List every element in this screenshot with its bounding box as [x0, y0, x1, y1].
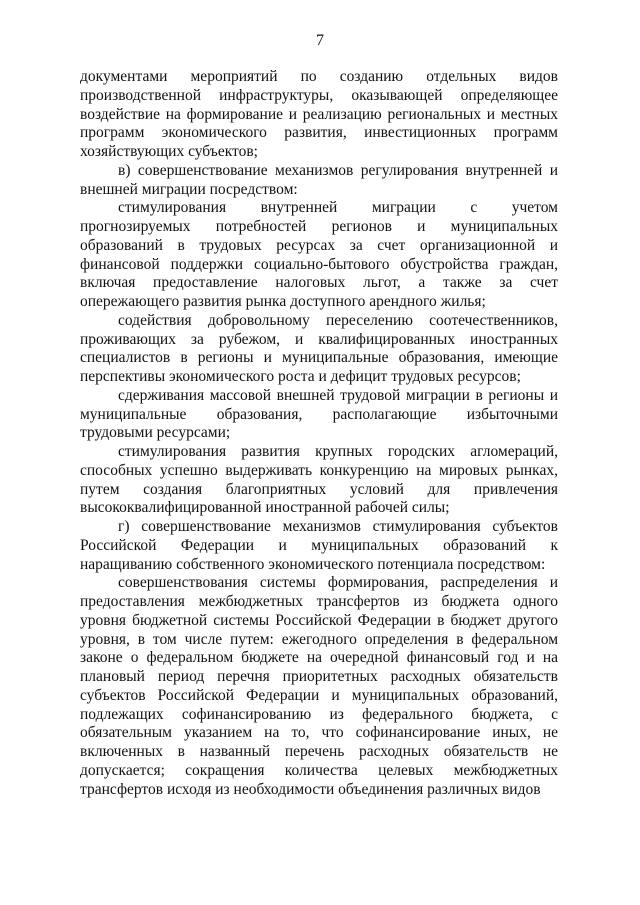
- text-line: документами мероприятий по созданию отдельных видов: [80, 68, 558, 85]
- text-line: предоставления межбюджетных трансфертов из бюджета одного: [80, 593, 558, 610]
- text-line: субъектов Российской Федерации и муниципальных образований,: [80, 686, 558, 704]
- text-line: прогнозируемых потребностей регионов и муниципальных: [80, 218, 558, 235]
- text-line: совершенствования системы формирования, распределения и: [118, 574, 558, 592]
- text-line: г) совершенствование механизмов стимулирования субъектов: [118, 518, 558, 535]
- paragraph: [80, 518, 558, 574]
- text-line: плановый период перечня приоритетных расходных обязательств: [80, 668, 558, 685]
- paragraph: [80, 199, 558, 312]
- text-line: воздействие на формирование и реализацию региональных и местных: [80, 105, 558, 123]
- text-line: трансфертов исходя из необходимости объединения различных видов: [80, 780, 541, 798]
- paragraph: [80, 162, 558, 200]
- text-line: содействия добровольному переселению соотечественников,: [118, 311, 558, 329]
- text-line: уровня, в том числе путем: ежегодного определения в федеральном: [80, 630, 558, 648]
- paragraph: [80, 443, 558, 518]
- text-line: образований в трудовых ресурсах за счет организационной и: [80, 236, 558, 254]
- paragraph: [80, 574, 558, 799]
- paragraph: [80, 312, 558, 387]
- text-line: проживающих за рубежом, и квалифицированных иностранных: [80, 330, 558, 348]
- document-body: [80, 68, 558, 799]
- text-line: наращиванию собственного экономического потенциала посредством:: [80, 555, 546, 573]
- text-line: Российской Федерации и муниципальных образований к: [80, 536, 558, 554]
- text-line: перспективы экономического роста и дефицит трудовых ресурсов;: [80, 368, 521, 385]
- text-line: стимулирования развития крупных городских агломераций,: [118, 443, 558, 460]
- text-line: программ экономического развития, инвестиционных программ: [80, 124, 558, 142]
- text-line: производственной инфраструктуры, оказывающей определяющее: [80, 86, 558, 104]
- text-line: трудовыми ресурсами;: [80, 424, 231, 442]
- text-line: финансовой поддержки социально-бытового обустройства граждан,: [80, 255, 558, 273]
- text-line: муниципальные образования, располагающие избыточными: [80, 405, 558, 423]
- text-line: хозяйствующих субъектов;: [80, 143, 258, 160]
- text-line: уровня бюджетной системы Российской Федерации в бюджет другого: [80, 611, 558, 629]
- text-line: в) совершенствование механизмов регулирования внутренней и: [118, 161, 558, 179]
- text-line: допускается; сокращения количества целевых межбюджетных: [80, 761, 558, 779]
- paragraph: [80, 68, 558, 162]
- text-line: стимулирования внутренней миграции с учетом: [118, 199, 558, 217]
- text-line: высококвалифицированной иностранной рабочей силы;: [80, 499, 450, 517]
- text-line: сдерживания массовой внешней трудовой миграции в регионы и: [118, 386, 558, 404]
- paragraph: [80, 387, 558, 443]
- text-line: включенных в названный перечень расходных обязательств не: [80, 743, 558, 760]
- text-line: внешней миграции посредством:: [80, 180, 298, 198]
- text-line: специалистов в регионы и муниципальные образования, имеющие: [80, 349, 558, 367]
- text-line: путем создания благоприятных условий для привлечения: [80, 480, 558, 498]
- text-line: способных успешно выдерживать конкуренцию на мировых рынках,: [80, 461, 558, 479]
- text-line: включая предоставление налоговых льгот, а также за счет: [80, 274, 558, 292]
- page-number: 7: [316, 32, 324, 49]
- text-line: опережающего развития рынка доступного арендного жилья;: [80, 293, 486, 310]
- text-line: подлежащих софинансированию из федерального бюджета, с: [80, 705, 558, 723]
- text-line: обязательным указанием на то, что софинансирование иных, не: [80, 724, 558, 742]
- text-line: законе о федеральном бюджете на очередной финансовый год и на: [80, 649, 558, 667]
